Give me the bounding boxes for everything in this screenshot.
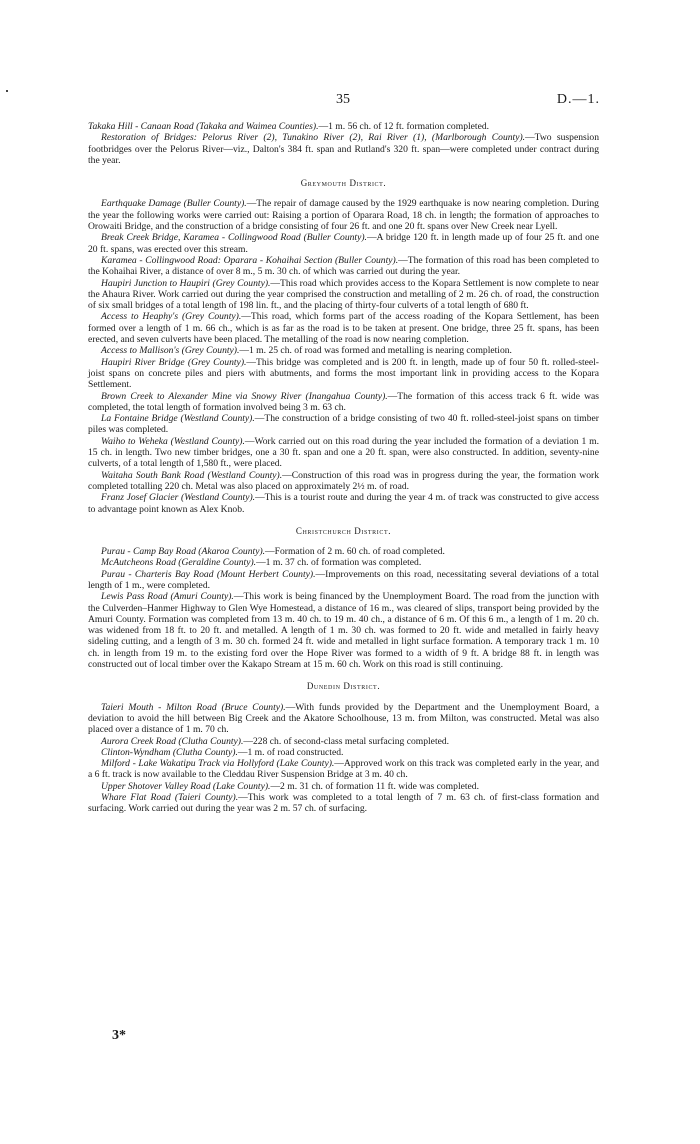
paragraph-text: —Two suspension footbridges over the Pelorus River—viz., Dalton's 384 ft. span and Rutland's 320 ft. span—were completed under contract during the year. (88, 132, 599, 166)
document-reference: D.—1. (556, 92, 600, 107)
district-heading-greymouth: Greymouth District. (300, 178, 387, 189)
paragraph-text: —228 ch. of second-class metal surfacing completed. (243, 735, 450, 747)
paragraph (88, 132, 599, 166)
paragraph (88, 702, 599, 736)
paragraph (88, 781, 599, 792)
paragraph (88, 546, 599, 557)
paragraph-text: —Work carried out on this road during the year included the formation of a deviation 1 m. 15 ch. in length. Two new timber bridges, one a 30 ft. span and one a 20 ft. span, were also constructed. In addition, seventy-nine culverts, of a total length of 1,580 ft., were placed. (88, 435, 599, 470)
paragraph-text: —This work is being financed by the Unemployment Board. The road from the junction with the Culverden–Hanmer Highway to Glen Wye Homestead, a distance of 16 m., was cleared of slips, transport being provided by the Amuri County. Formation was completed from 13 m. 40 ch. to 19 m. 40 ch., a distance of 6 m. Of this 6 m., a length of 1 m. 20 ch. was widened from 18 ft. to 20 ft. and metalled. A length of 1 m. 30 ch. was formed to 20 ft. wide and metalled in fairly heavy sideling cutting, and a length of 3 m. 30 ch. formed 24 ft. wide and metalled in light surface formation. A temporary track 1 m. 10 ch. in length from 19 m. to the existing ford over the Hope River was formed to a width of 9 ft. A bridge 88 ft. in length was constructed out of local timber over the Kakapo Stream at 15 m. 60 ch. Work on this road is still continuing. (88, 591, 599, 671)
paragraph-title: Brown Creek to Alexander Mine via Snowy River (Inangahua County). (101, 390, 388, 402)
paragraph (88, 357, 599, 391)
paragraph-title: Franz Josef Glacier (Westland County). (101, 492, 256, 504)
paragraph (88, 311, 599, 345)
paragraph (88, 255, 599, 278)
paragraph (88, 492, 599, 515)
paragraph-text: —Construction of this road was in progress during the year, the formation work completed totalling 220 ch. Metal was also placed on approximately 2½ m. of road. (88, 469, 599, 492)
paragraph-title: Clinton-Wyndham (Clutha County). (101, 746, 238, 758)
paragraph-title: Break Creek Bridge, Karamea - Collingwood Road (Buller County). (101, 232, 367, 244)
paragraph-title: Access to Mallison's (Grey County). (101, 345, 240, 357)
paragraph-title: Karamea - Collingwood Road: Oparara - Kohaihai Section (Buller County). (101, 254, 399, 266)
paragraph-text: —1 m. 56 ch. of 12 ft. formation completed. (318, 121, 490, 132)
paragraph-text: —1 m. of road constructed. (237, 746, 344, 758)
paragraph-text: —This road which provides access to the Kopara Settlement is now complete to near the Ahaura River. Work carried out during the year comprised the construction and metalling of 2 m. 26 ch. of road, the construction of six small bridges of a total length of 198 lin. ft., and the placing of thirty-four culverts of a total length of 680 ft. (88, 277, 599, 312)
paragraph-text: —Improvements on this road, necessitating several deviations of a total length of 1 m., were completed. (88, 568, 600, 591)
page-header (88, 92, 598, 112)
district-heading-christchurch: Christchurch District. (295, 525, 392, 536)
paragraph-text: —This work was completed to a total length of 7 m. 63 ch. of first-class formation and surfacing. Work carried out during the year was 2 m. 57 ch. of surfacing. (88, 792, 599, 815)
paragraph (88, 747, 599, 758)
paragraph-text: —With funds provided by the Department and the Unemployment Board, a deviation to avoid the hill between Big Creek and the Akatore Schoolhouse, 13 m. from Milton, was constructed. Metal was also placed over a distance of 1 m. 70 ch. (88, 701, 599, 736)
paragraph (88, 470, 599, 493)
signature-mark: 3* (112, 1028, 126, 1043)
paragraph-text: —Approved work on this track was completed early in the year, and a 6 ft. track is now available to the Cleddau River Suspension Bridge at 3 m. 40 ch. (88, 758, 599, 781)
district-heading-dunedin: Dunedin District. (306, 681, 381, 692)
paragraph (88, 413, 599, 436)
margin-mark (6, 90, 8, 92)
paragraph (88, 792, 599, 815)
paragraph-title: Haupiri Junction to Haupiri (Grey County). (101, 277, 271, 289)
paragraph-title: Upper Shotover Valley Road (Lake County). (101, 780, 271, 792)
paragraph (88, 557, 599, 568)
paragraph-title: Lewis Pass Road (Amuri County). (101, 591, 234, 603)
paragraph-title: Restoration of Bridges: Pelorus River (2), Tunakino River (2), Rai River (1), (Marlborough County). (101, 132, 526, 144)
paragraph-title: Whare Flat Road (Taieri County). (101, 792, 239, 804)
paragraph-text: —This is a tourist route and during the year 4 m. of track was constructed to give access to advantage point known as Alex Knob. (88, 492, 600, 515)
greymouth-section (88, 198, 599, 514)
paragraph-text: —1 m. 37 ch. of formation was completed. (256, 557, 422, 569)
paragraph (88, 232, 599, 255)
paragraph (88, 345, 599, 356)
paragraph-text: —This road, which forms part of the access roading of the Kopara Settlement, has been formed over a length of 1 m. 66 ch., which is as far as the road is to be taken at present. One bridge, three 25 ft. spans, has been erected, and seven culverts have been placed. The metalling of the road is now nearing completion. (88, 311, 599, 346)
paragraph-text: —This bridge was completed and is 200 ft. in length, made up of four 50 ft. rolled-steel-joist spans on concrete piles and piers with abutments, and forms the most important link in providing access to the Kopara Settlement. (88, 356, 600, 391)
paragraph-title: McAutcheons Road (Geraldine County). (101, 557, 257, 569)
page-number: 35 (336, 92, 350, 107)
paragraph-text: —The construction of a bridge consisting of two 40 ft. rolled-steel-joist spans on timber piles was completed. (88, 413, 599, 436)
paragraph-title: Milford - Lake Wakatipu Track via Hollyford (Lake County). (101, 758, 335, 770)
paragraph (88, 121, 599, 132)
paragraph-title: Waiho to Weheka (Westland County). (101, 435, 245, 447)
paragraph-title: Earthquake Damage (Buller County). (101, 198, 247, 210)
paragraph-text: —The repair of damage caused by the 1929 earthquake is now nearing completion. During the year the following works were carried out: Raising a portion of Oparara Road, 18 ch. in length; the formation of approaches to Orowaiti Bridge, and the construction of a bridge consisting of four 26 ft. and one 20 ft. spans over New Creek near Lyell. (88, 198, 599, 233)
paragraph (88, 569, 599, 592)
paragraph-text: —2 m. 31 ch. of formation 11 ft. wide was completed. (270, 780, 479, 792)
paragraph (88, 278, 599, 312)
paragraph-text: —Formation of 2 m. 60 ch. of road completed. (265, 546, 445, 558)
document-body (88, 121, 599, 815)
paragraph-text: —A bridge 120 ft. in length made up of four 25 ft. and one 20 ft. spans, was erected over this stream. (88, 232, 599, 255)
paragraph-title: Purau - Camp Bay Road (Akaroa County). (101, 546, 266, 558)
paragraph (88, 591, 599, 670)
paragraph-title: Purau - Charteris Bay Road (Mount Herbert County). (101, 568, 316, 580)
paragraph-text: —1 m. 25 ch. of road was formed and metalling is nearing completion. (239, 345, 512, 357)
paragraph-title: Haupiri River Bridge (Grey County). (101, 356, 247, 368)
paragraph-text: —The formation of this road has been completed to the Kohaihai River, a distance of over 8 m., 5 m. 30 ch. of which was carried out during the year. (88, 254, 599, 278)
paragraph (88, 736, 599, 747)
paragraph-title: La Fontaine Bridge (Westland County). (101, 413, 255, 425)
paragraph-title: Taieri Mouth - Milton Road (Bruce County). (101, 701, 286, 713)
paragraph-title: Access to Heaphy's (Grey County). (101, 311, 242, 323)
paragraph (88, 758, 599, 781)
paragraph (88, 391, 599, 414)
paragraph-title: Takaka Hill - Canaan Road (Takaka and Waimea Counties). (88, 121, 319, 132)
paragraph-title: Waitaha South Bank Road (Westland County). (101, 469, 283, 481)
paragraph (88, 436, 599, 470)
christchurch-section (88, 546, 599, 670)
paragraph (88, 198, 599, 232)
paragraph-text: —The formation of this access track 6 ft. wide was completed, the total length of formation involved being 3 m. 63 ch. (88, 390, 599, 413)
dunedin-section (88, 702, 599, 815)
paragraph-title: Aurora Creek Road (Clutha County). (101, 735, 244, 747)
